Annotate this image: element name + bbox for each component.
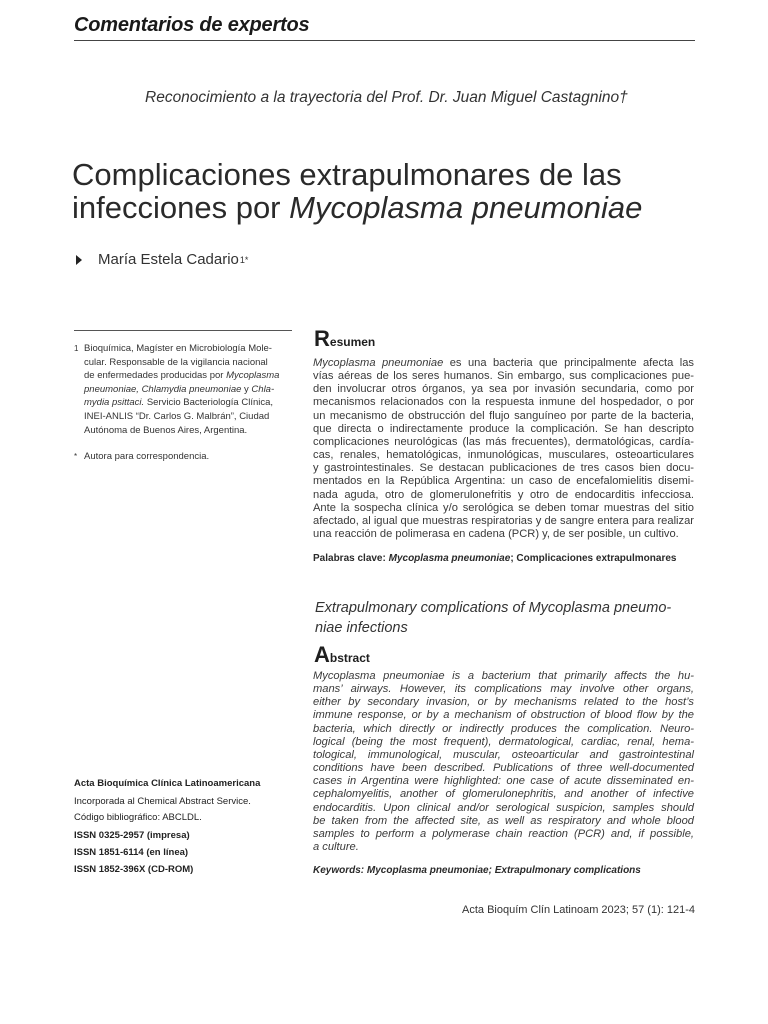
resumen-line: y gastrointestinales. Se destacan publicaciones de tres casos bien docu- xyxy=(313,462,694,475)
abstract-line: either by secondary invasion, or by mechanisms related to the host’s xyxy=(313,696,694,709)
author-row xyxy=(74,251,248,268)
tribute-line: Reconocimiento a la trayectoria del Prof. Dr. Juan Miguel Castagnino† xyxy=(145,89,628,106)
abstract-line: immune response, or by a mechanism of obstruction of blood flow by the xyxy=(313,709,694,722)
resumen-heading xyxy=(314,326,375,352)
abstract-body xyxy=(313,670,694,854)
issn-cdrom: ISSN 1852-396X (CD-ROM) xyxy=(74,864,194,875)
footnote-rule xyxy=(74,330,292,331)
resumen-line: que directa o indirectamente produce la complicación. Se han descripto xyxy=(313,422,694,435)
journal-indexed: Incorporada al Chemical Abstract Service. xyxy=(74,796,251,807)
resumen-line: den involucrar otros órganos, ya sea por invasión secundaria, como por xyxy=(313,383,694,396)
fn1-l5-rest: Servicio Bacteriología Clínica, xyxy=(144,397,274,409)
palabras-clave-italic: Mycoplasma pneumoniae xyxy=(388,553,511,564)
abstract-heading xyxy=(314,642,370,668)
journal-name: Acta Bioquímica Clínica Latinoamericana xyxy=(74,778,261,789)
fn1-l3-italic: Mycoplasma xyxy=(226,370,280,382)
resumen-line: Mycoplasma pneumoniae es una bacteria que principalmente afecta las xyxy=(313,357,694,369)
abstract-line: logical (being the most frequent), dermatological, cardiac, renal, hema- xyxy=(313,735,694,748)
abstract-line: cephalomyelitis, another of glomerulonephritis, and another of infective xyxy=(313,788,694,801)
title-line-2 xyxy=(72,191,702,224)
resumen-line: una reacción de polimerasa en cadena (PCR) y, de ser posible, un cultivo. xyxy=(313,528,679,541)
footnote-2-marker: * xyxy=(74,452,78,461)
resumen-line: un mecanismo de obstrucción del flujo sanguíneo por parte de la bacteria, xyxy=(313,409,694,422)
abstract-line: Mycoplasma pneumoniae is a bacterium that primarily affects the hu- xyxy=(313,670,694,682)
header-rule xyxy=(74,40,695,41)
resumen-line: nada aguda, otro de glomerulonefritis y otro de endocarditis infecciosa. xyxy=(313,488,694,501)
footnote-2-text: Autora para correspondencia. xyxy=(84,451,210,462)
author-sup: 1* xyxy=(239,254,249,265)
article-title xyxy=(72,158,702,224)
keywords: Keywords: Mycoplasma pneumoniae; Extrapulmonary complications xyxy=(313,865,641,876)
footnote-2 xyxy=(74,450,294,464)
abstract-heading-cap: A xyxy=(314,642,330,667)
fn1-l5-italic: mydia psittaci. xyxy=(84,397,145,409)
title-line-1: Complicaciones extrapulmonares de las xyxy=(72,157,622,192)
resumen-line: complicaciones neurológicas (las más frecuentes), dermatológicas, cardía- xyxy=(313,435,694,448)
fn1-l4-and: y xyxy=(241,383,252,395)
fn1-l1: Bioquímica, Magíster en Microbiología Mole- xyxy=(84,343,272,354)
journal-code: Código bibliográfico: ABCLDL. xyxy=(74,812,202,823)
resumen-heading-cap: R xyxy=(314,326,330,351)
issn-online: ISSN 1851-6114 (en línea) xyxy=(74,847,189,858)
play-triangle-icon xyxy=(76,255,82,265)
fn1-l2: cular. Responsable de la vigilancia nacional xyxy=(84,356,268,368)
resumen-heading-rest: esumen xyxy=(329,335,376,349)
abstract-line: mans’ airways. However, its complications may involve other organs, xyxy=(313,683,694,696)
palabras-clave-rest: ; Complicaciones extrapulmonares xyxy=(510,553,677,564)
palabras-clave xyxy=(313,553,694,564)
resumen-line: mecanismos relacionados con la respuesta inmune del hospedador, o por xyxy=(313,396,694,409)
resumen-line: Ante la sospecha clínica y/o serológica se deben tomar muestras del sitio xyxy=(313,501,694,514)
author-name: María Estela Cadario xyxy=(98,251,239,268)
resumen-line: cas, renales, hematológicas, inmunológicas, musculares, osteoarticulares xyxy=(313,449,694,462)
abstract-line: a culture. xyxy=(313,841,359,854)
abstract-line: cases in Argentina were highlighted: one case of acute disseminated en- xyxy=(313,775,694,788)
footnote-1-text xyxy=(84,342,294,437)
resumen-line: afectado, al igual que muestras respiratorias y de sangre entera para realizar xyxy=(313,514,694,527)
fn1-l4-end: Chla- xyxy=(251,383,275,395)
resumen-line: vías aéreas de los seres humanos. Sin embargo, sus complicaciones pue- xyxy=(313,370,694,383)
palabras-clave-label: Palabras clave: xyxy=(313,553,389,564)
resumen-line: mentados en la República Argentina: un caso de encefalomielitis disemi- xyxy=(313,475,694,488)
fn1-l3: de enfermedades producidas por xyxy=(84,370,227,382)
abstract-line: bacteria, which directly or indirectly produces the complication. Neuro- xyxy=(313,722,694,735)
footnote-1 xyxy=(74,342,294,437)
fn1-l4-italic: pneumoniae, Chlamydia pneumoniae xyxy=(84,383,242,395)
resumen-body xyxy=(313,357,694,541)
title-line-2-plain: infecciones por xyxy=(72,190,290,225)
footnote-1-marker: 1 xyxy=(74,344,79,353)
abstract-line: conditions have been described. Publications of three well-documented xyxy=(313,762,694,775)
citation: Acta Bioquím Clín Latinoam 2023; 57 (1): 121-4 xyxy=(462,904,695,916)
abstract-heading-rest: bstract xyxy=(329,651,370,665)
title-organism: Mycoplasma pneumoniae xyxy=(289,190,643,225)
english-title-line-1: Extrapulmonary complications of Mycoplasma pneumo- xyxy=(315,600,672,616)
fn1-l7: Autónoma de Buenos Aires, Argentina. xyxy=(84,424,248,436)
english-title-line-2: niae infections xyxy=(315,619,408,636)
abstract-line: be taken from the affected site, as well as respiratory and whole blood xyxy=(313,814,694,827)
abstract-line: tological, immunological, muscular, osteoarticular and gastrointestinal xyxy=(313,748,694,761)
fn1-l6: INEI-ANLIS “Dr. Carlos G. Malbrán”, Ciudad xyxy=(84,410,270,422)
abstract-line: endocarditis. Upon clinical and/or serological suspicion, samples should xyxy=(313,801,694,814)
issn-print: ISSN 0325-2957 (impresa) xyxy=(74,830,190,841)
abstract-line: samples to perform a polymerase chain reaction (PCR) and, if possible, xyxy=(313,827,694,840)
section-label: Comentarios de expertos xyxy=(74,14,310,36)
english-title xyxy=(315,599,695,638)
